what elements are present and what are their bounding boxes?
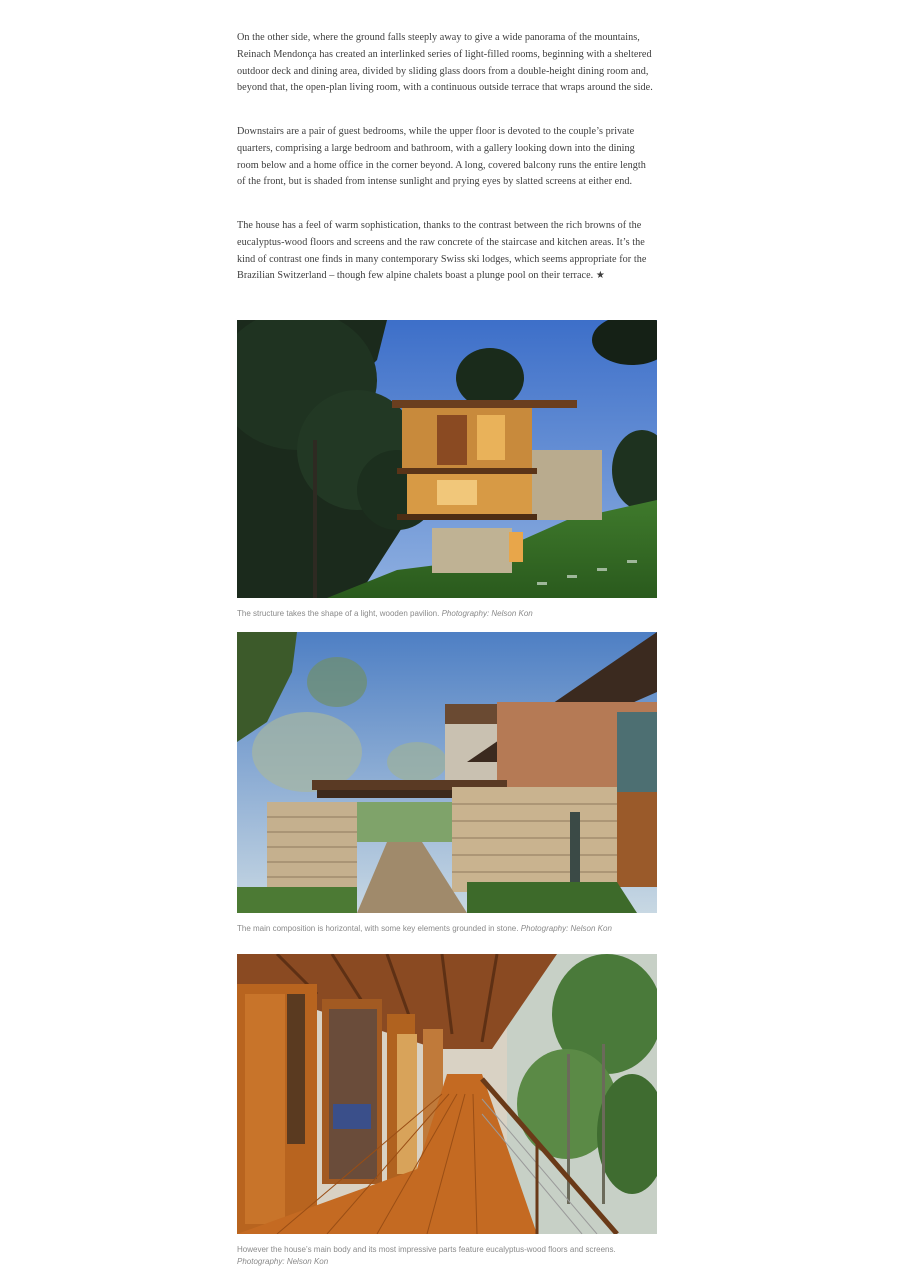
caption-3-text: However the house’s main body and its most impressive parts feature eucalyptus-wood floors and screens. [237, 1245, 616, 1254]
caption-2-credit: Photography: Nelson Kon [520, 924, 612, 933]
caption-2-text: The main composition is horizontal, with some key elements grounded in stone. [237, 924, 519, 933]
paragraph-2: Downstairs are a pair of guest bedrooms, while the upper floor is devoted to the couple’s private quarters, comprising a large bedroom and bathroom, with a gallery looking down into the dining room below and a home office in the corner beyond. A long, covered balcony runs the entire length of the front, but is shaded from intense sunlight and prying eyes by slatted screens at either end. [237, 126, 646, 188]
photo-pavilion [237, 320, 657, 598]
caption-1 [237, 608, 657, 620]
end-mark-icon: ★ [595, 270, 605, 282]
paragraph-3 [237, 218, 657, 285]
paragraph-1: On the other side, where the ground falls steeply away to give a wide panorama of the mountains, Reinach Mendonça has created an interlinked series of light-filled rooms, beginning with a sheltered outdoor deck and dining area, divided by sliding glass doors from a double-height dining room and, beyond that, the open-plan living room, with a continuous outside terrace that wraps around the side. [237, 32, 653, 94]
caption-1-text: The structure takes the shape of a light, wooden pavilion. [237, 609, 440, 618]
photo-stone-composition [237, 632, 657, 913]
paragraph-3-text: The house has a feel of warm sophistication, thanks to the contrast between the rich browns of the eucalyptus-wood floors and screens and the raw concrete of the staircase and kitchen areas. It’s the kind of contrast one finds in many contemporary Swiss ski lodges, which seems appropriate for the Brazilian Switzerland – though few alpine chalets boast a plunge pool on their terrace. [237, 220, 647, 282]
photo-wooden-balcony [237, 954, 657, 1234]
caption-1-credit: Photography: Nelson Kon [441, 609, 533, 618]
caption-3 [237, 1244, 657, 1268]
caption-2 [237, 923, 657, 935]
caption-3-credit: Photography: Nelson Kon [237, 1257, 329, 1266]
